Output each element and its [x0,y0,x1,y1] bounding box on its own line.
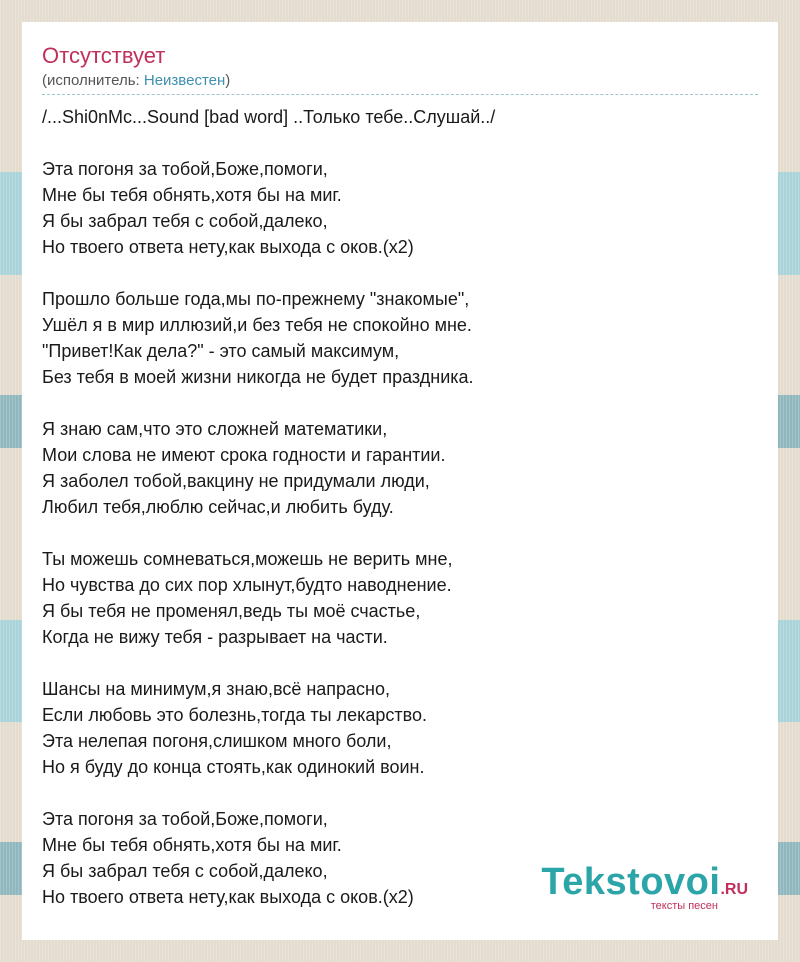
lyric-line: Мои слова не имеют срока годности и гарантии. [42,445,446,465]
lyric-line: Шансы на минимум,я знаю,всё напрасно, [42,679,391,699]
lyric-line: Ушёл я в мир иллюзий,и без тебя не спокойно мне. [42,315,472,335]
lyric-line [42,260,758,286]
lyric-line: Любил тебя,люблю сейчас,и любить буду. [42,497,394,517]
lyric-line: Прошло больше года,мы по-прежнему "знакомые", [42,289,470,309]
lyric-line: Если любовь это болезнь,тогда ты лекарство. [42,705,428,725]
artist-link[interactable]: Неизвестен [143,72,226,89]
title-divider [42,94,758,95]
logo-tagline: тексты песен [650,900,718,912]
lyrics-card [22,22,778,940]
lyric-line [42,130,758,156]
logo-tld: .RU [720,881,748,898]
logo-wordmark [541,861,748,903]
lyric-line: Но твоего ответа нету,как выхода с оков.(x2) [42,887,414,907]
lyric-line: Я бы забрал тебя с собой,далеко, [42,861,328,881]
song-title: Отсутствует [42,43,166,68]
logo-main-text: Tekstovoi [541,861,721,903]
lyric-line [42,650,758,676]
lyric-line: Но чувства до сих пор хлынут,будто наводнение. [42,575,452,595]
lyric-line: Я бы тебя не променял,ведь ты моё счастье, [42,601,421,621]
artist-prefix: (исполнитель: [42,72,144,89]
lyric-line: Я бы забрал тебя с собой,далеко, [42,211,328,231]
lyric-line [42,390,758,416]
artist-suffix: ) [225,72,231,89]
lyric-line: Я заболел тобой,вакцину не придумали люди, [42,471,430,491]
lyric-line: Без тебя в моей жизни никогда не будет праздника. [42,367,474,387]
lyric-line: "Привет!Как дела?" - это самый максимум, [42,341,400,361]
lyric-line: Я знаю сам,что это сложней математики, [42,419,388,439]
lyric-line: Эта погоня за тобой,Боже,помоги, [42,809,328,829]
lyric-line: Но я буду до конца стоять,как одинокий воин. [42,757,425,777]
lyric-line: Мне бы тебя обнять,хотя бы на миг. [42,185,342,205]
lyric-line: Ты можешь сомневаться,можешь не верить мне, [42,549,453,569]
lyric-line: Эта нелепая погоня,слишком много боли, [42,731,392,751]
lyric-line: /...Shi0nMc...Sound [bad word] ..Только тебе..Слушай../ [42,107,496,127]
lyric-line [42,780,758,806]
lyric-line: Но твоего ответа нету,как выхода с оков.(x2) [42,237,414,257]
lyric-line [42,520,758,546]
lyrics-text [42,104,758,910]
lyric-line: Мне бы тебя обнять,хотя бы на миг. [42,835,342,855]
artist-line [42,71,758,91]
lyric-line: Эта погоня за тобой,Боже,помоги, [42,159,328,179]
lyric-line: Когда не вижу тебя - разрывает на части. [42,627,388,647]
site-logo[interactable] [541,861,748,912]
